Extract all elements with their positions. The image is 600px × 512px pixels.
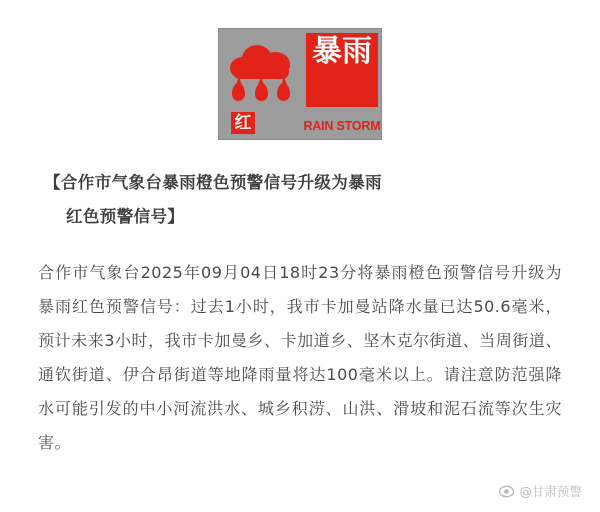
headline-line-1: 【合作市气象台暴雨橙色预警信号升级为暴雨: [44, 173, 382, 192]
sign-title-cn: 暴雨: [306, 33, 378, 107]
rain-drop-icon: [255, 83, 268, 101]
weibo-eye-icon: [499, 485, 514, 498]
notice-body-paragraph: 合作市气象台2025年09月04日18时23分将暴雨橙色预警信号升级为暴雨红色预警信号：过去1小时，我市卡加曼站降水量已达50.6毫米，预计未来3小时，我市卡加曼乡、卡加道乡、坚木克尔街道、当周街道、通钦街道、伊合昂街道等地降雨量将达100毫米以上。请注意防范强降水可能引发的中小河流洪水、城乡积涝、山洪、滑坡和泥石流等次生灾害。: [38, 263, 562, 452]
watermark: [499, 482, 582, 500]
sign-title-en: RAIN STORM: [303, 119, 381, 133]
rain-drop-icon: [232, 83, 245, 101]
rain-drop-icon: [277, 83, 290, 101]
warning-level-label: 红: [231, 112, 255, 134]
rainstorm-red-warning-sign: [218, 28, 382, 140]
sign-left-panel: [219, 29, 302, 139]
watermark-account: @甘肃预警: [519, 484, 582, 499]
headline-line-2: 红色预警信号】: [66, 207, 185, 226]
warning-sign-container: [0, 0, 600, 140]
page-title: [44, 166, 562, 234]
notice-content: [0, 140, 600, 460]
rain-cloud-icon: [228, 43, 292, 77]
rain-drops-group: [232, 83, 290, 107]
sign-right-panel: [302, 29, 381, 139]
